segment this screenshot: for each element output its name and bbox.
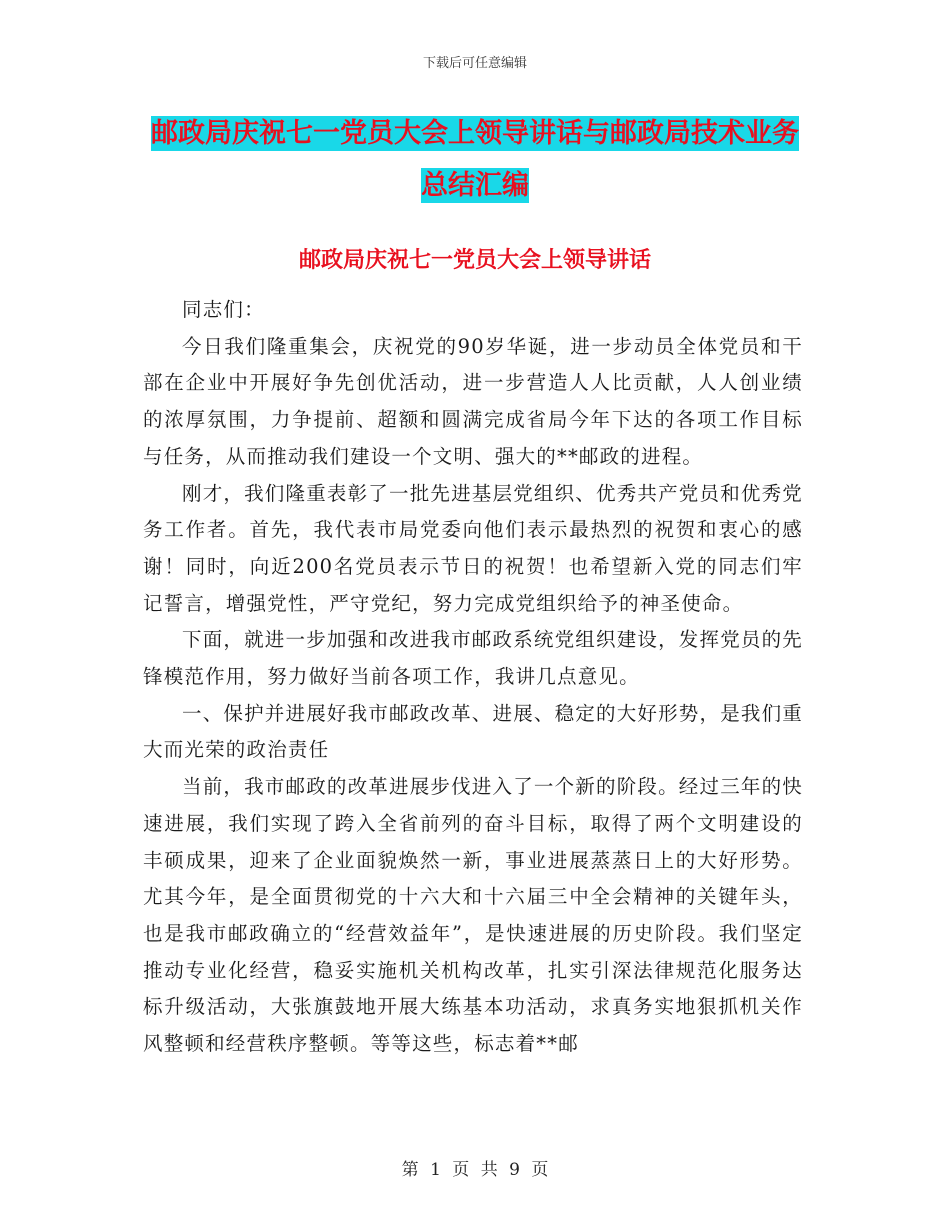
paragraph: 当前，我市邮政的改革进展步伐进入了一个新的阶段。经过三年的快速进展，我们实现了跨入全省前列的奋斗目标，取得了两个文明建设的丰硕成果，迎来了企业面貌焕然一新，事业进展蒸蒸日上的大好形势。尤其今年，是全面贯彻党的十六大和十六届三中全会精神的关键年头，也是我市邮政确立的“经营效益年”，是快速进展的历史阶段。我们坚定推动专业化经营，稳妥实施机关机构改革，扎实引深法律规范化服务达标升级活动，大张旗鼓地开展大练基本功活动，求真务实地狠抓机关作风整顿和经营秩序整顿。等等这些，标志着**邮 bbox=[143, 775, 804, 1056]
document-title-text: 邮政局庆祝七一党员大会上领导讲话与邮政局技术业务总结汇编 bbox=[151, 118, 799, 201]
page-footer: 第 1 页 共 9 页 bbox=[401, 1160, 549, 1180]
paragraph: 今日我们隆重集会，庆祝党的90岁华诞，进一步动员全体党员和干部在企业中开展好争先创优活动，进一步营造人人比贡献，人人创业绩的浓厚氛围，力争提前、超额和圆满完成省局今年下达的各项工作目标与任务，从而推动我们建设一个文明、强大的**邮政的进程。 bbox=[143, 334, 803, 468]
header-note: 下载后可任意编辑 bbox=[422, 56, 527, 71]
paragraph: 刚才，我们隆重表彰了一批先进基层党组织、优秀共产党员和优秀党务工作者。首先，我代表市局党委向他们表示最热烈的祝贺和衷心的感谢！同时，向近200名党员表示节日的祝贺！也希望新入党的同志们牢记誓言，增强党性，严守党纪，努力完成党组织给予的神圣使命。 bbox=[143, 481, 804, 615]
body-text bbox=[143, 292, 803, 1063]
paragraph: 下面，就进一步加强和改进我市邮政系统党组织建设，发挥党员的先锋模范作用，努力做好当前各项工作，我讲几点意见。 bbox=[143, 628, 804, 689]
paragraph-salutation: 同志们： bbox=[182, 298, 265, 321]
section-title: 邮政局庆祝七一党员大会上领导讲话 bbox=[298, 248, 651, 273]
paragraph-heading: 一、保护并进展好我市邮政改革、进展、稳定的大好形势，是我们重大而光荣的政治责任 bbox=[143, 701, 804, 762]
document-title bbox=[145, 108, 805, 212]
